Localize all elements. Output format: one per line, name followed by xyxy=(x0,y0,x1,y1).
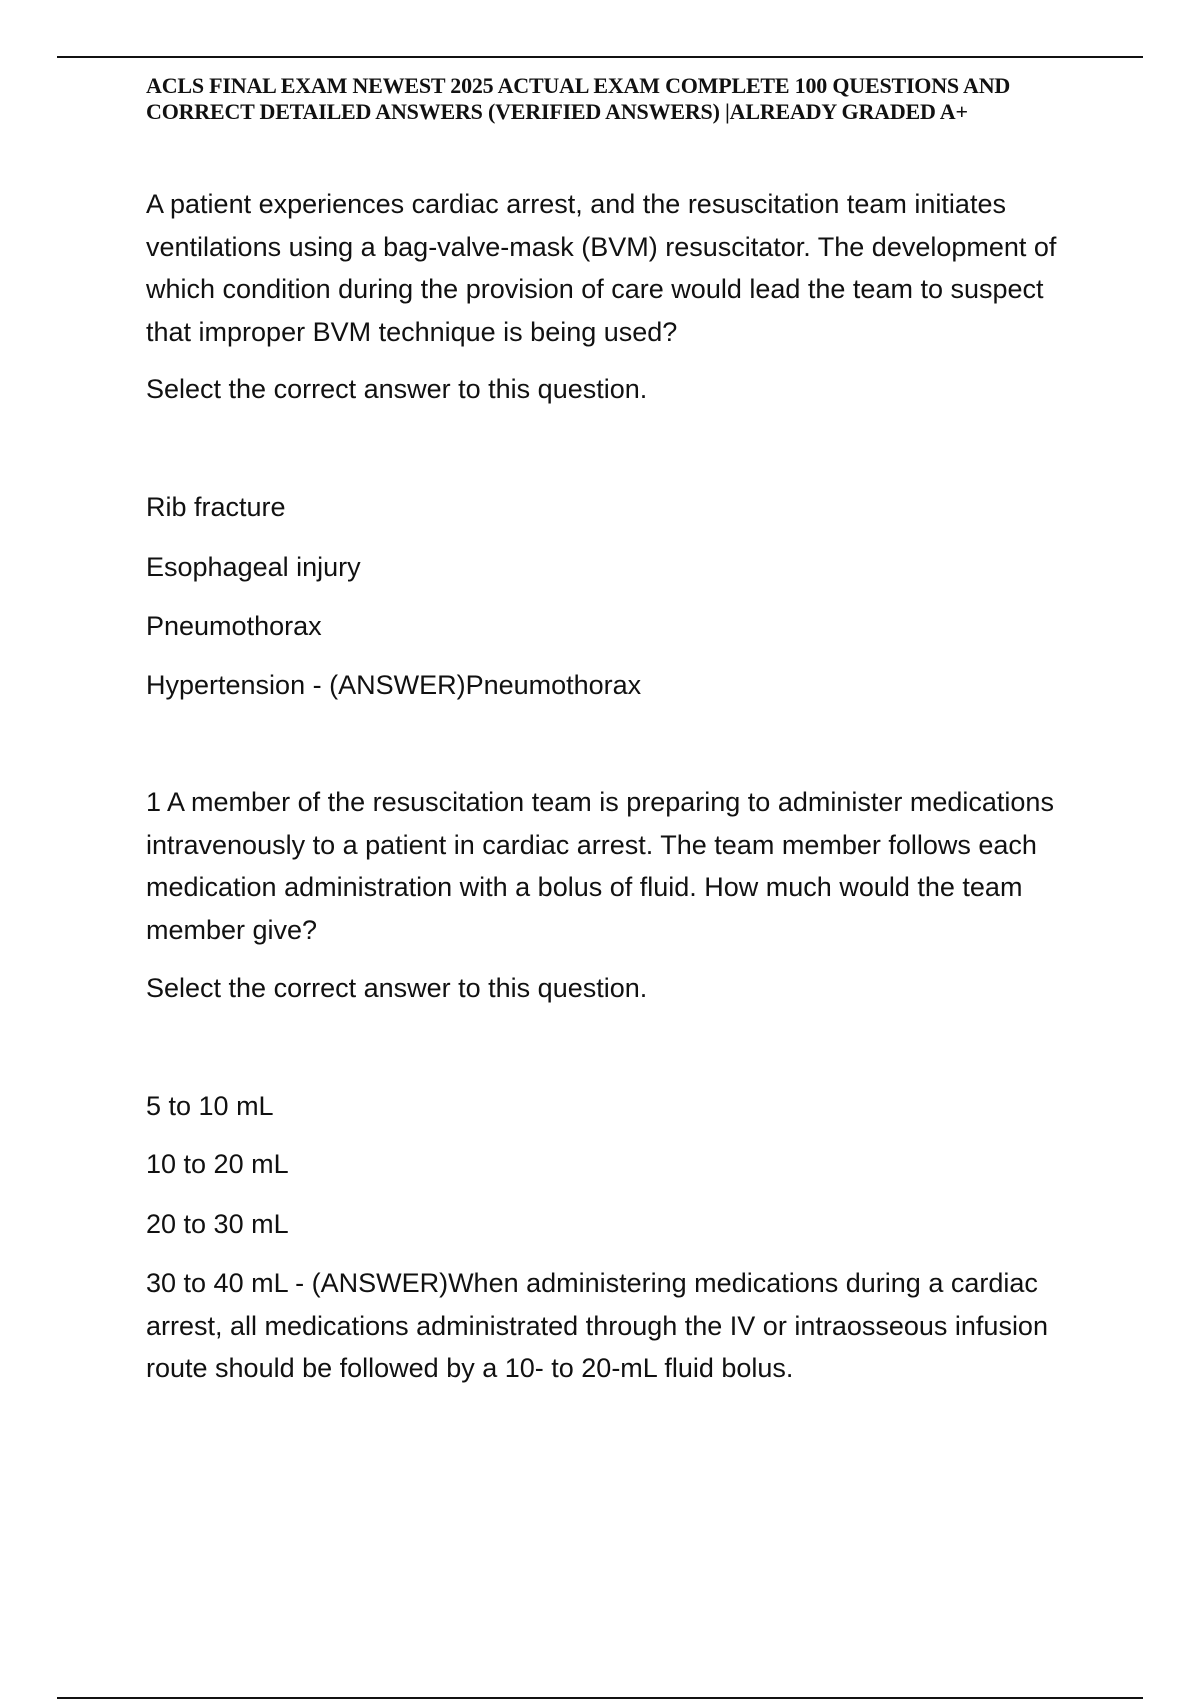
header-rule xyxy=(57,56,1143,58)
document-title: ACLS FINAL EXAM NEWEST 2025 ACTUAL EXAM COMPLETE 100 QUESTIONS AND CORRECT DETAILED ANSWERS (VERIFIED ANSWERS) |ALREADY GRADED A+ xyxy=(146,73,1011,124)
question-1-stem: A patient experiences cardiac arrest, and the resuscitation team initiates ventilations using a bag-valve-mask (BVM) resuscitator. The development of which condition during the provision of care would lead the team to suspect that improper BVM technique is being used? xyxy=(146,189,1057,347)
question-2-stem: 1 A member of the resuscitation team is preparing to administer medications intravenously to a patient in cardiac arrest. The team member follows each medication administration with a bolus of fluid. How much would the team member give? xyxy=(146,787,1054,945)
question-1-instruction: Select the correct answer to this question. xyxy=(146,374,648,404)
question-1-option-4-answer: Hypertension - (ANSWER)Pneumothorax xyxy=(146,670,642,700)
question-1-option-3: Pneumothorax xyxy=(146,611,322,641)
question-2-option-3: 20 to 30 mL xyxy=(146,1209,289,1239)
question-1-option-1: Rib fracture xyxy=(146,492,286,522)
question-2-option-2: 10 to 20 mL xyxy=(146,1149,289,1179)
question-1-option-2: Esophageal injury xyxy=(146,552,361,582)
question-2-option-1: 5 to 10 mL xyxy=(146,1091,274,1121)
question-2-instruction: Select the correct answer to this question. xyxy=(146,973,648,1003)
footer-rule xyxy=(57,1697,1143,1699)
question-2-option-4-answer: 30 to 40 mL - (ANSWER)When administering medications during a cardiac arrest, all medications administrated through the IV or intraosseous infusion route should be followed by a 10- to 20-mL fluid bolus. xyxy=(146,1268,1048,1383)
